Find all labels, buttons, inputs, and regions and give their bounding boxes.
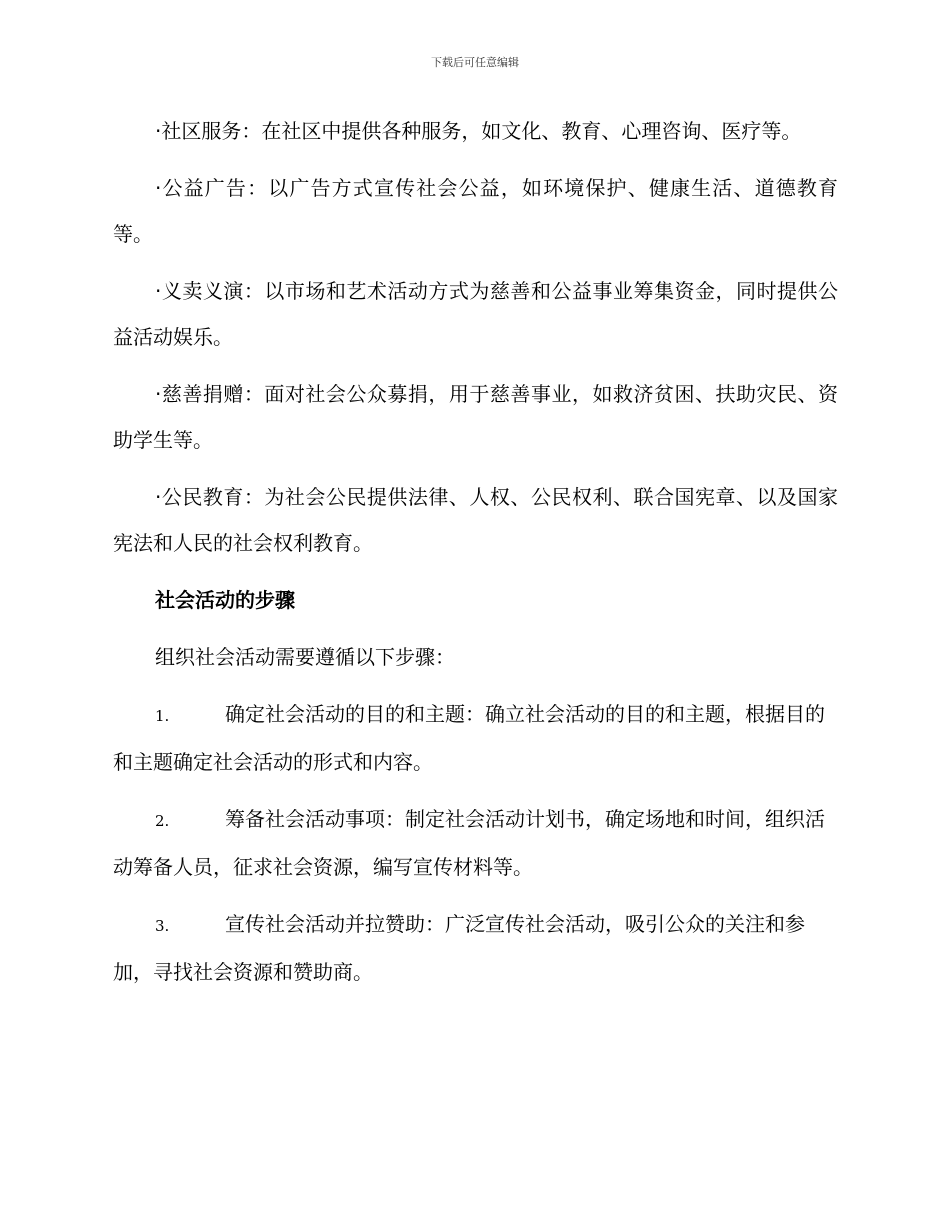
- section-heading: 社会活动的步骤: [155, 588, 295, 612]
- step-item: [113, 796, 838, 890]
- step-number: 1.: [155, 707, 170, 725]
- step-text: 筹备社会活动事项：制定社会活动计划书，确定场地和时间，组织活动筹备人员，征求社会资源，编写宣传材料等。: [113, 807, 825, 879]
- bullet-donations: ·慈善捐赠：面对社会公众募捐，用于慈善事业，如救济贫困、扶助灾民、资助学生等。: [113, 382, 838, 452]
- document-body: [113, 108, 838, 1006]
- bullet-public-ads: ·公益广告：以广告方式宣传社会公益，如环境保护、健康生活、道德教育等。: [113, 176, 838, 246]
- bullet-civic-education: ·公民教育：为社会公民提供法律、人权、公民权利、联合国宪章、以及国家宪法和人民的社会权利教育。: [113, 485, 838, 555]
- step-number: 2.: [155, 812, 170, 830]
- intro-paragraph: 组织社会活动需要遵循以下步骤：: [155, 645, 455, 669]
- bullet-charity-sales: ·义卖义演：以市场和艺术活动方式为慈善和公益事业筹集资金，同时提供公益活动娱乐。: [113, 279, 838, 349]
- step-number: 3.: [155, 917, 170, 935]
- header-note: 下载后可任意编辑: [431, 56, 519, 69]
- bullet-community-service: ·社区服务：在社区中提供各种服务，如文化、教育、心理咨询、医疗等。: [155, 119, 802, 143]
- step-item: [113, 691, 838, 785]
- step-item: [113, 901, 838, 995]
- step-text: 宣传社会活动并拉赞助：广泛宣传社会活动，吸引公众的关注和参加，寻找社会资源和赞助商。: [113, 912, 805, 984]
- step-text: 确定社会活动的目的和主题：确立社会活动的目的和主题，根据目的和主题确定社会活动的形式和内容。: [113, 702, 825, 774]
